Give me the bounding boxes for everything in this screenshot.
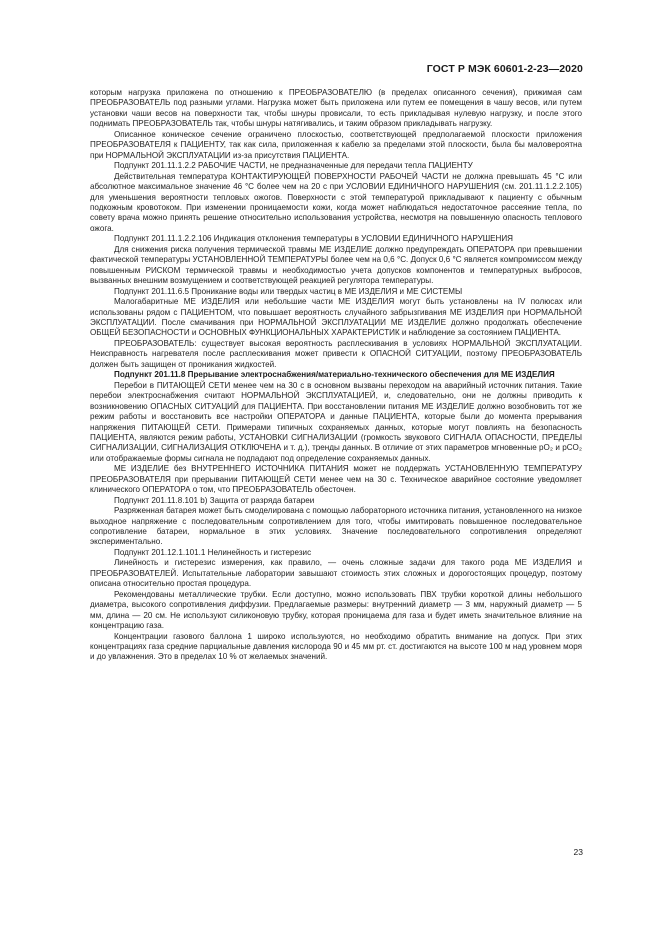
paragraph: Действительная температура КОНТАКТИРУЮЩЕЙ ПОВЕРХНОСТИ РАБОЧЕЙ ЧАСТИ не должна превышать 45 °С или абсолютное максимальное значение 46 °С более чем на 20 с при УСЛОВИИ ЕДИНИЧНОГО НАРУШЕНИЯ (см. 201.11.1.2.2.105) для уменьшения вероятности тепловых ожогов. Поверхности с этой температурой прикладывают к пациенту с обычным подкожным кровотоком. При изменении проницаемости кожи, когда может наблюдаться недостаточное рассеяние тепла, по совету врача можно принять решение относительно использования устройства, несмотря на повышенную опасность теплового ожога. xyxy=(90,171,582,233)
paragraph: которым нагрузка приложена по отношению к ПРЕОБРАЗОВАТЕЛЮ (в пределах описанного сечения), прижимая сам ПРЕОБРАЗОВАТЕЛЬ под разными углами. Нагрузка может быть приложена или путем ее помещения в чашу весов, или путем установки чаши весов на поверхности так, чтобы шнуры провисали, то есть прикладывая нулевую нагрузку, и после этого поднимать ПРЕОБРАЗОВАТЕЛЬ так, чтобы шнуры натягивались, и таким образом прикладывать нагрузку. xyxy=(90,88,582,129)
paragraph: Разряженная батарея может быть смоделирована с помощью лабораторного источника питания, установленного на низкое выходное напряжение с последовательным сопротивлением для того, чтобы имитировать повышенное последовательное сопротивление батареи, нормальное в этих условиях. Значение последовательного сопротивления определяют экспериментально. xyxy=(90,506,582,547)
page-number: 23 xyxy=(573,847,583,857)
subclause-heading: Подпункт 201.12.1.101.1 Нелинейность и гистерезис xyxy=(114,547,312,557)
paragraph: Описанное коническое сечение ограничено плоскостью, соответствующей предполагаемой плоскости приложения ПРЕОБРАЗОВАТЕЛЯ к ПАЦИЕНТУ, так как сила, приложенная к кабелю за пределами этой плоскости, была бы маловероятна при НОРМАЛЬНОЙ ЭКСПЛУАТАЦИИ из-за присутствия ПАЦИЕНТА. xyxy=(90,129,582,160)
paragraph: Перебои в ПИТАЮЩЕЙ СЕТИ менее чем на 30 с в основном вызваны переходом на аварийный источник питания. Такие перебои электроснабжения считают НОРМАЛЬНОЙ ЭКСПЛУАТАЦИЕЙ, и, следовательно, они не должны приводить к возникновению ОПАСНЫХ СИТУАЦИЙ для ПАЦИЕНТА. При восстановлении питания МЕ ИЗДЕЛИЕ должно возобновить тот же режим работы и восстановить все настройки ОПЕРАТОРА и данные ПАЦИЕНТА, которые были до момента прерывания напряжения ПИТАЮЩЕЙ СЕТИ. Примерами типичных сохраняемых данных, которые могут повлиять на безопасность ПАЦИЕНТА, являются режим работы, УСТАНОВКИ СИГНАЛИЗАЦИИ (громкость звукового СИГНАЛА ОПАСНОСТИ, ПРЕДЕЛЫ СИГНАЛИЗАЦИИ, СИГНАЛИЗАЦИЯ ОТКЛЮЧЕНА и т. д.), тренды данных. В отличие от этих параметров мгновенные pO₂ и pCO₂ или отображаемые формы сигнала не подпадают под определение сохраняемых данных. xyxy=(90,380,582,463)
paragraph: ПРЕОБРАЗОВАТЕЛЬ: существует высокая вероятность расплескивания в условиях НОРМАЛЬНОЙ ЭКСПЛУАТАЦИИ. Неисправность нагревателя после расплескивания может привести к ОПАСНОЙ СИТУАЦИИ, поэтому ПРЕОБРАЗОВАТЕЛЬ должен быть защищен от проникания жидкостей. xyxy=(90,338,582,369)
subclause-heading: Подпункт 201.11.1.2.2 РАБОЧИЕ ЧАСТИ, не предназначенные для передачи тепла ПАЦИЕНТУ xyxy=(114,161,473,171)
paragraph: Концентрации газового баллона 1 широко используются, но необходимо обратить внимание на допуск. При этих концентрациях газа средние парциальные давления кислорода 90 и 45 мм рт. ст. достигаются на высоте 100 м над уровнем моря и до увлажнения. Это в пределах 10 % от желаемых значений. xyxy=(90,631,582,662)
paragraph: Малогабаритные МЕ ИЗДЕЛИЯ или небольшие части МЕ ИЗДЕЛИЯ могут быть установлены на IV полюсах или использованы рядом с ПАЦИЕНТОМ, что повышает вероятность случайного забрызгивания МЕ ИЗДЕЛИЯ при НОРМАЛЬНОЙ ЭКСПЛУАТАЦИИ. После смачивания при НОРМАЛЬНОЙ ЭКСПЛУАТАЦИИ МЕ ИЗДЕЛИЕ должно продолжать обеспечение ОБЩЕЙ БЕЗОПАСНОСТИ и ОСНОВНЫХ ФУНКЦИОНАЛЬНЫХ ХАРАКТЕРИСТИК и наблюдение за состоянием ПАЦИЕНТА. xyxy=(90,297,582,338)
paragraph: Рекомендованы металлические трубки. Если доступно, можно использовать ПВХ трубки короткой длины небольшого диаметра, высокого сопротивления диффузии. Предлагаемые размеры: внутренний диаметр — 3 мм, наружный диаметр — 5 мм, длина — 20 см. Не используют силиконовую трубку, которая проницаема для газа и будет иметь значительное влияние на концентрацию газа. xyxy=(90,589,582,631)
paragraph: МЕ ИЗДЕЛИЕ без ВНУТРЕННЕГО ИСТОЧНИКА ПИТАНИЯ может не поддержать УСТАНОВЛЕННУЮ ТЕМПЕРАТУРУ ПРЕОБРАЗОВАТЕЛЯ при прерывании ПИТАЮЩЕЙ СЕТИ менее чем на 30 с. Техническое аварийное состояние уведомляет клинического ОПЕРАТОРА о том, что ПРЕОБРАЗОВАТЕЛЬ обесточен. xyxy=(90,464,582,495)
subclause-heading: Подпункт 201.11.6.5 Проникание воды или твердых частиц в МЕ ИЗДЕЛИЯ и МЕ СИСТЕМЫ xyxy=(114,286,463,296)
subclause-heading: Подпункт 201.11.1.2.2.106 Индикация отклонения температуры в УСЛОВИИ ЕДИНИЧНОГО НАРУШЕНИЯ xyxy=(114,234,514,244)
subclause-heading-bold: Подпункт 201.11.8 Прерывание электроснабжения/материально-технического обеспечения для МЕ ИЗДЕЛИЯ xyxy=(114,370,555,380)
paragraph: Для снижения риска получения термической травмы МЕ ИЗДЕЛИЕ должно предупреждать ОПЕРАТОРА при превышении фактической температуры УСТАНОВЛЕННОЙ ТЕМПЕРАТУРЫ более чем на 0,6 °С. Допуск 0,6 °С является компромиссом между повышенным РИСКОМ термической травмы и необходимостью учета допусков компонентов и температурных выбросов, вызванных внешним возмущением и соответствующей реакцией регулятора температуры. xyxy=(90,244,582,286)
paragraph: Линейность и гистерезис измерения, как правило, — очень сложные задачи для такого рода МЕ ИЗДЕЛИЯ и ПРЕОБРАЗОВАТЕЛЕЙ. Испытательные лаборатории завышают стоимость этих сложных и дорогостоящих процедур, поэтому описана относительно простая процедура. xyxy=(90,558,582,589)
document-body xyxy=(90,88,582,663)
document-header: ГОСТ Р МЭК 60601-2-23—2020 xyxy=(426,63,583,75)
subclause-heading: Подпункт 201.11.8.101 b) Защита от разряда батареи xyxy=(114,495,315,505)
